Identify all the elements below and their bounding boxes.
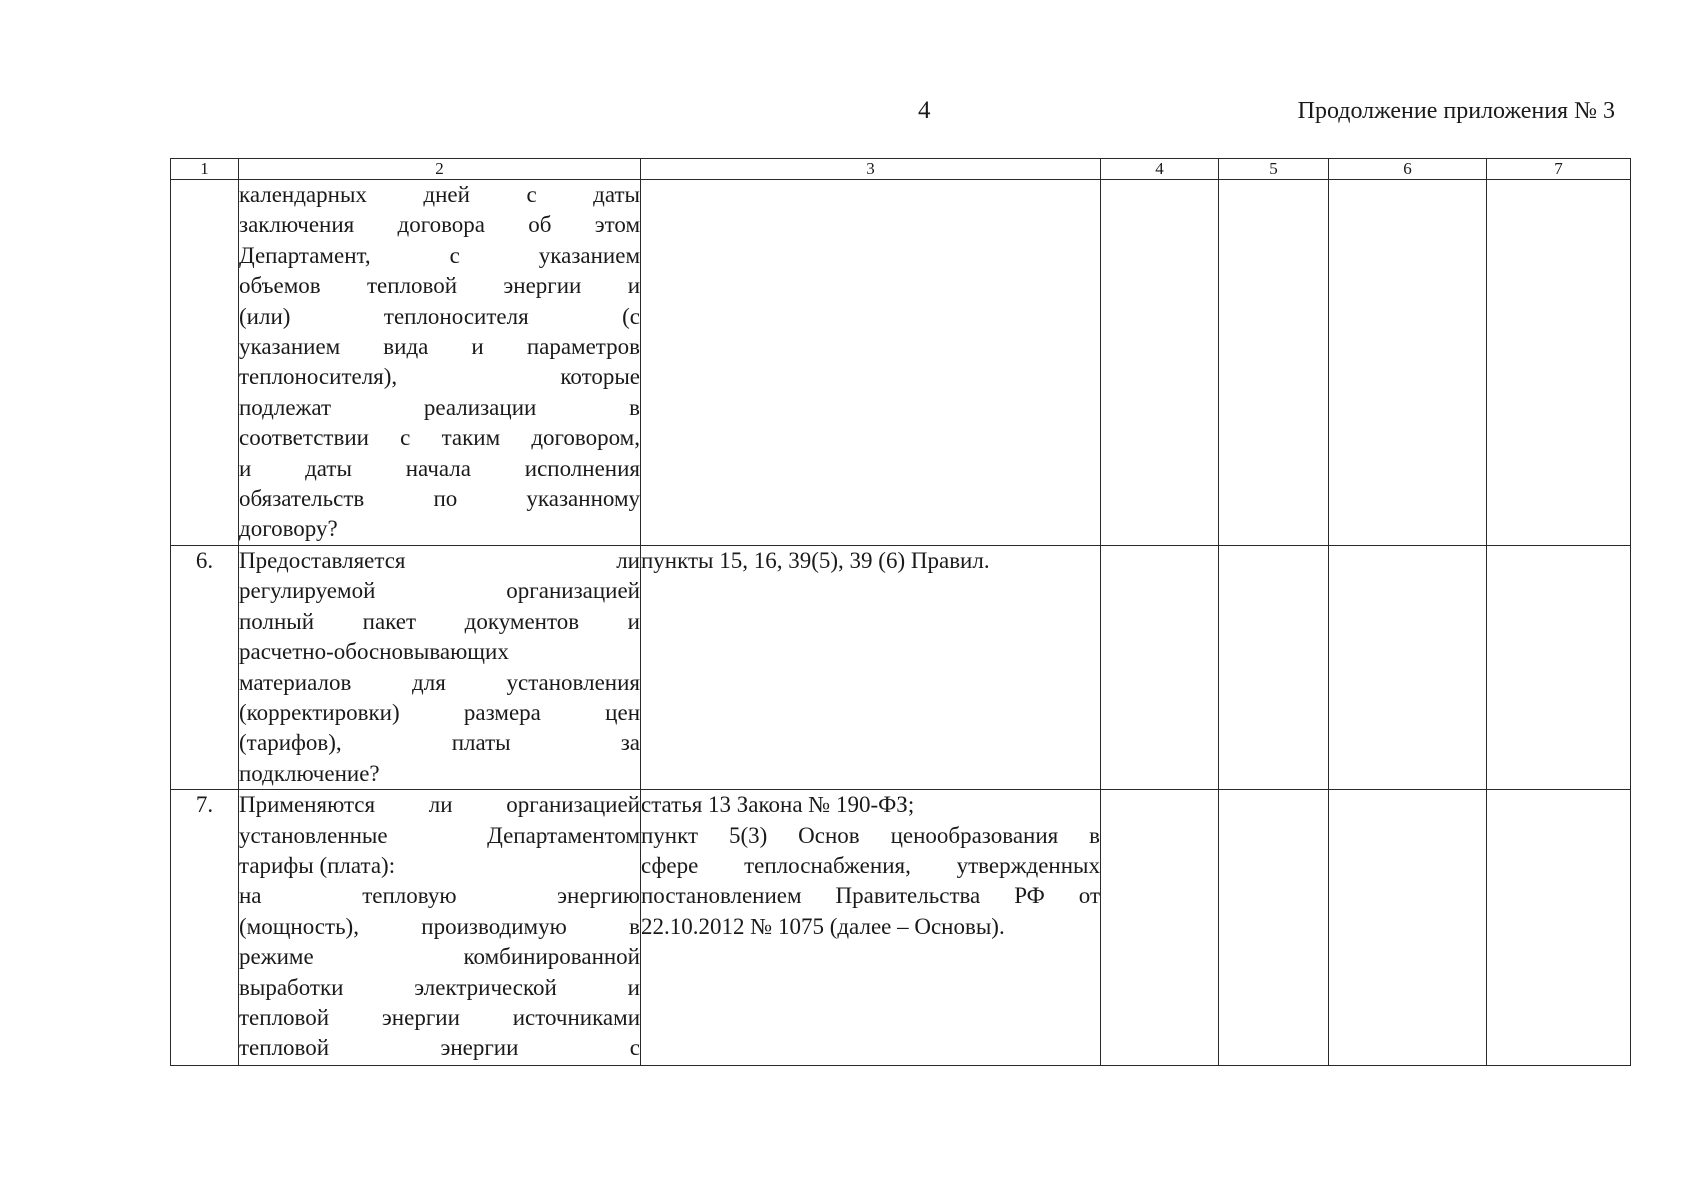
reference-cell <box>641 545 1101 789</box>
question-line: теплоносителя), которые <box>239 364 640 390</box>
table-row <box>171 790 1631 1066</box>
table-row <box>171 545 1631 789</box>
question-line: тепловой энергии с <box>239 1035 640 1061</box>
table-row <box>171 180 1631 546</box>
empty-cell <box>1219 790 1329 1066</box>
empty-cell <box>1329 790 1487 1066</box>
column-header-5: 5 <box>1219 159 1329 180</box>
question-line: указанием вида и параметров <box>239 334 640 360</box>
question-line: режиме комбинированной <box>239 944 640 970</box>
question-line: (или) теплоносителя (с <box>239 303 640 329</box>
question-line: и даты начала исполнения <box>239 455 640 481</box>
question-cell <box>239 180 641 546</box>
column-header-1: 1 <box>171 159 239 180</box>
column-header-6: 6 <box>1329 159 1487 180</box>
question-line: подключение? <box>239 760 380 786</box>
question-line: обязательств по указанному <box>239 486 640 512</box>
question-line: (тарифов), платы за <box>239 730 640 756</box>
reference-cell <box>641 180 1101 546</box>
empty-cell <box>1101 790 1219 1066</box>
reference-line: сфере теплоснабжения, утвержденных <box>641 852 1100 878</box>
item-number-cell <box>171 180 239 546</box>
question-line: установленные Департаментом <box>239 822 640 848</box>
page-number: 4 <box>918 97 931 124</box>
reference-line: постановлением Правительства РФ от <box>641 883 1100 909</box>
empty-cell <box>1101 545 1219 789</box>
reference-cell <box>641 790 1101 1066</box>
question-line: (корректировки) размера цен <box>239 699 640 725</box>
item-number-cell <box>171 545 239 789</box>
question-line: заключения договора об этом <box>239 212 640 238</box>
item-number: 7. <box>195 792 214 818</box>
reference-line: пункт 5(3) Основ ценообразования в <box>641 822 1100 848</box>
question-line: регулируемой организацией <box>239 578 640 604</box>
question-line: календарных дней с даты <box>239 182 640 207</box>
question-cell <box>239 790 641 1066</box>
question-line: на тепловую энергию <box>239 883 640 909</box>
question-line: выработки электрической и <box>239 974 640 1000</box>
empty-cell <box>1487 545 1631 789</box>
question-line: соответствии с таким договором, <box>239 425 640 451</box>
question-line: Предоставляется ли <box>239 547 640 573</box>
question-line: Департамент, с указанием <box>239 242 640 268</box>
column-header-3: 3 <box>641 159 1101 180</box>
column-header-2: 2 <box>239 159 641 180</box>
appendix-continuation-title: Продолжение приложения № 3 <box>1297 98 1615 124</box>
question-line: тепловой энергии источниками <box>239 1004 640 1030</box>
item-number: 6. <box>195 547 214 573</box>
reference-line: 22.10.2012 № 1075 (далее – Основы). <box>641 913 1005 939</box>
question-line: расчетно-обосновывающих <box>239 639 509 665</box>
requirements-table <box>170 158 1631 1066</box>
empty-cell <box>1487 180 1631 546</box>
empty-cell <box>1329 545 1487 789</box>
question-line: подлежат реализации в <box>239 394 640 420</box>
empty-cell <box>1329 180 1487 546</box>
question-line: тарифы (плата): <box>239 852 396 878</box>
column-number-row <box>171 159 1631 180</box>
empty-cell <box>1219 180 1329 546</box>
empty-cell <box>1487 790 1631 1066</box>
question-cell <box>239 545 641 789</box>
reference-line: статья 13 Закона № 190-ФЗ; <box>641 792 915 818</box>
question-line: договору? <box>239 516 338 542</box>
empty-cell <box>1219 545 1329 789</box>
reference-line: пункты 15, 16, 39(5), 39 (6) Правил. <box>641 547 990 573</box>
question-line: материалов для установления <box>239 669 640 695</box>
question-line: (мощность), производимую в <box>239 913 640 939</box>
question-line: объемов тепловой энергии и <box>239 273 640 299</box>
question-line: полный пакет документов и <box>239 608 640 634</box>
question-line: Применяются ли организацией <box>239 792 640 818</box>
column-header-4: 4 <box>1101 159 1219 180</box>
column-header-7: 7 <box>1487 159 1631 180</box>
item-number-cell <box>171 790 239 1066</box>
empty-cell <box>1101 180 1219 546</box>
